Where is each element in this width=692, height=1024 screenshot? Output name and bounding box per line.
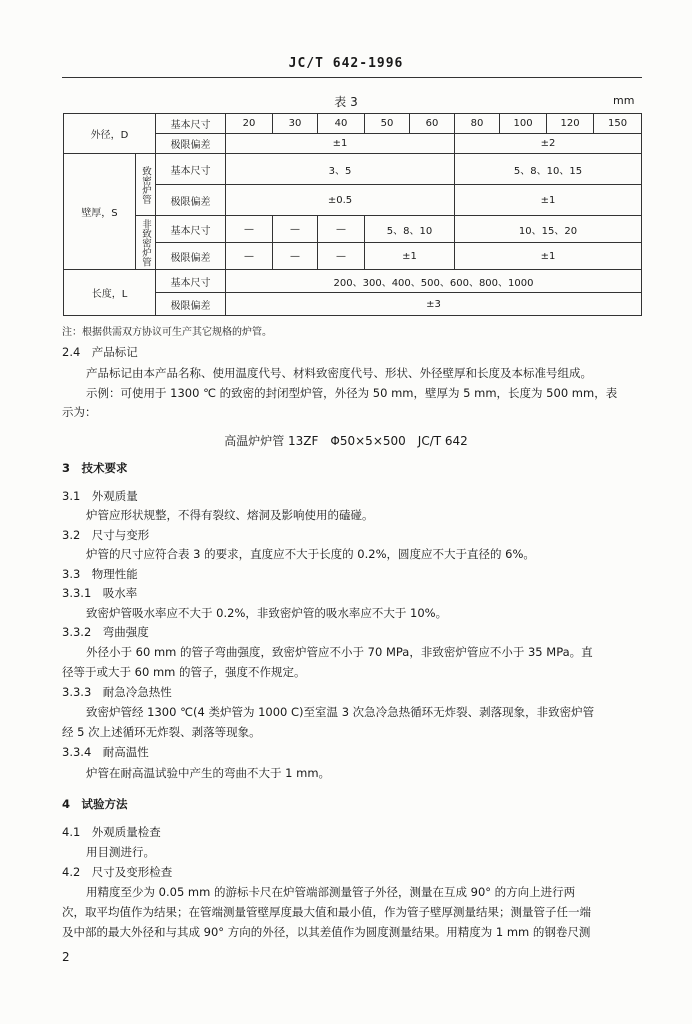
- table-note: 注：根据供需双方协议可生产其它规格的炉管。: [62, 327, 272, 338]
- paragraph-line: 炉管的尺寸应符合表 3 的要求，直度应不大于长度的 0.2%，圆度应不大于直径的 6%。: [86, 547, 535, 561]
- section-heading: 3.3.1 吸水率: [62, 586, 138, 600]
- section-heading: 3.3 物理性能: [62, 567, 138, 581]
- paragraph-line: 及中部的最大外径和与其成 90° 方向的外径，以其差值作为圆度测量结果。用精度为 1 mm 的钢卷尺测: [62, 925, 591, 939]
- row-head: 基本尺寸: [156, 216, 226, 243]
- table-unit: mm: [613, 94, 635, 107]
- paragraph-line: 炉管在耐高温试验中产生的弯曲不大于 1 mm。: [86, 766, 331, 780]
- wall-label: 壁厚，S: [64, 154, 136, 270]
- table-cell: 5、8、10: [365, 216, 455, 243]
- table-cell: —: [273, 243, 318, 270]
- table-cell: 5、8、10、15: [455, 154, 642, 185]
- len-label: 长度，L: [64, 270, 156, 316]
- paragraph-line: 外径小于 60 mm 的管子弯曲强度，致密炉管应不小于 70 MPa，非致密炉管应不小于 35 MPa。直: [86, 645, 593, 659]
- table-cell: 50: [365, 114, 410, 134]
- table-cell: 20: [226, 114, 273, 134]
- table-row: [64, 270, 642, 293]
- section-heading: 4.2 尺寸及变形检查: [62, 865, 173, 879]
- table-row: [64, 216, 642, 243]
- section-heading: 3.3.3 耐急冷急热性: [62, 685, 172, 699]
- section-heading: 4.1 外观质量检查: [62, 825, 161, 839]
- row-head: 极限偏差: [156, 134, 226, 154]
- section-heading: 3.3.4 耐高温性: [62, 745, 149, 759]
- table-cell: ±3: [226, 293, 642, 316]
- example-marking: 高温炉炉管 13ZF Φ50×5×500 JC/T 642: [224, 434, 468, 448]
- row-head: 基本尺寸: [156, 154, 226, 185]
- table-cell: ±1: [455, 185, 642, 216]
- row-head: 极限偏差: [156, 243, 226, 270]
- table-cell: ±1: [455, 243, 642, 270]
- section-heading: 3.2 尺寸与变形: [62, 528, 150, 542]
- od-label: 外径，D: [64, 114, 156, 154]
- table-cell: ±0.5: [226, 185, 455, 216]
- table-cell: 150: [594, 114, 642, 134]
- standard-header: JC/T 642-1996: [288, 56, 404, 71]
- spec-table: [63, 113, 642, 316]
- paragraph-line: 径等于或大于 60 mm 的管子，强度不作规定。: [62, 665, 306, 679]
- table-cell: 30: [273, 114, 318, 134]
- paragraph-line: 示例：可使用于 1300 ℃ 的致密的封闭型炉管，外径为 50 mm，壁厚为 5 mm，长度为 500 mm，表: [86, 386, 618, 400]
- table-cell: 60: [410, 114, 455, 134]
- paragraph-line: 经 5 次上述循环无炸裂、剥落等现象。: [62, 725, 261, 739]
- row-head: 极限偏差: [156, 293, 226, 316]
- table-cell: 120: [547, 114, 594, 134]
- section-heading: 3.3.2 弯曲强度: [62, 625, 149, 639]
- page-number: 2: [62, 950, 70, 964]
- table-cell: —: [226, 243, 273, 270]
- table-cell: ±2: [455, 134, 642, 154]
- table-cell: 100: [500, 114, 547, 134]
- paragraph-line: 示为：: [62, 405, 97, 419]
- table-cell: ±1: [226, 134, 455, 154]
- table-cell: 40: [318, 114, 365, 134]
- table-cell: ±1: [365, 243, 455, 270]
- table-row: [64, 114, 642, 134]
- table-cell: 200、300、400、500、600、800、1000: [226, 270, 642, 293]
- paragraph-line: 次，取平均值作为结果；在管端测量管壁厚度最大值和最小值，作为管子壁厚测量结果；测量管子任一端: [62, 905, 591, 919]
- paragraph-line: 产品标记由本产品名称、使用温度代号、材料致密度代号、形状、外径壁厚和长度及本标准号组成。: [86, 366, 592, 380]
- row-head: 极限偏差: [156, 185, 226, 216]
- paragraph-line: 用精度至少为 0.05 mm 的游标卡尺在炉管端部测量管子外径，测量在互成 90° 的方向上进行两: [86, 885, 576, 899]
- table-cell: —: [318, 216, 365, 243]
- table-cell: 10、15、20: [455, 216, 642, 243]
- section-heading: 3 技术要求: [62, 461, 128, 475]
- row-head: 基本尺寸: [156, 114, 226, 134]
- table-cell: 80: [455, 114, 500, 134]
- paragraph-line: 致密炉管经 1300 ℃(4 类炉管为 1000 C)至室温 3 次急冷急热循环无炸裂、剥落现象，非致密炉管: [86, 705, 595, 719]
- paragraph-line: 炉管应形状规整，不得有裂纹、熔洞及影响使用的磕碰。: [86, 508, 374, 522]
- table-row: [64, 154, 642, 185]
- section-heading: 3.1 外观质量: [62, 489, 138, 503]
- section-heading: 4 试验方法: [62, 797, 128, 811]
- table-cell: —: [318, 243, 365, 270]
- dense-label: 致密炉管: [136, 154, 156, 216]
- table-cell: —: [273, 216, 318, 243]
- table-title: 表 3: [334, 95, 358, 109]
- row-head: 基本尺寸: [156, 270, 226, 293]
- table-cell: 3、5: [226, 154, 455, 185]
- table-cell: —: [226, 216, 273, 243]
- section-heading: 2.4 产品标记: [62, 345, 138, 359]
- nondense-label: 非致密炉管: [136, 216, 156, 270]
- paragraph-line: 致密炉管吸水率应不大于 0.2%，非致密炉管的吸水率应不大于 10%。: [86, 606, 448, 620]
- paragraph-line: 用目测进行。: [86, 845, 155, 859]
- header-rule: [62, 77, 642, 78]
